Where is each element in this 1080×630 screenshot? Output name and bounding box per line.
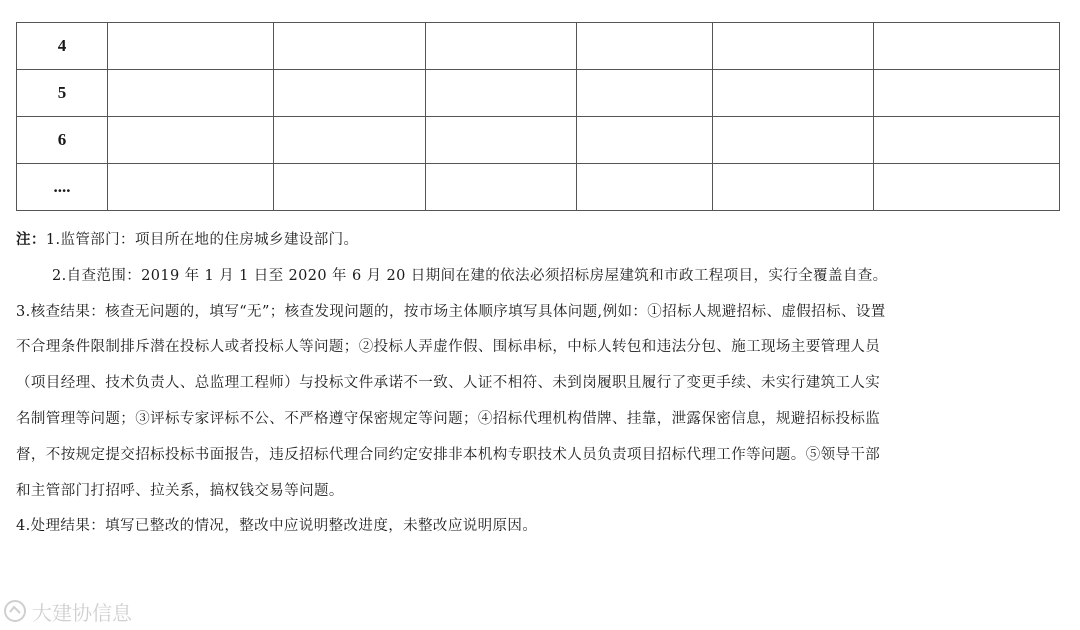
table-cell[interactable]	[577, 70, 713, 117]
note-label: 注：	[16, 231, 46, 248]
note-4: 4.处理结果：填写已整改的情况，整改中应说明整改进度，未整改应说明原因。	[16, 518, 538, 535]
table-cell[interactable]	[713, 70, 874, 117]
table-cell[interactable]	[274, 70, 426, 117]
table-cell[interactable]	[874, 70, 1060, 117]
table-cell[interactable]	[577, 164, 713, 211]
notes-section	[16, 222, 1061, 545]
table-cell[interactable]	[274, 23, 426, 70]
note-3-line: 督，不按规定提交招标投标书面报告，违反招标代理合同约定安排非本机构专职技术人员负责项目招标代理工作等问题。⑤领导干部	[16, 446, 881, 463]
note-3-line: 不合理条件限制排斥潜在投标人或者投标人等问题；②投标人弄虚作假、围标串标，中标人转包和违法分包、施工现场主要管理人员	[16, 339, 881, 356]
table-cell[interactable]	[713, 164, 874, 211]
note-1-text: 1.监管部门：项目所在地的住房城乡建设部门。	[45, 232, 359, 248]
row-number: ....	[17, 164, 108, 211]
row-number: 4	[17, 23, 108, 70]
table-row	[17, 117, 1060, 164]
table-cell[interactable]	[274, 117, 426, 164]
row-number: 6	[17, 117, 108, 164]
table-cell[interactable]	[874, 117, 1060, 164]
note-3-line: 名制管理等问题；③评标专家评标不公、不严格遵守保密规定等问题；④招标代理机构借牌、挂靠，泄露保密信息，规避招标投标监	[16, 410, 881, 427]
table-cell[interactable]	[426, 23, 577, 70]
note-2: 2.自查范围：2019 年 1 月 1 日至 2020 年 6 月 20 日期间在建的依法必须招标房屋建筑和市政工程项目，实行全覆盖自查。	[52, 267, 888, 284]
table-cell[interactable]	[426, 117, 577, 164]
table-cell[interactable]	[874, 23, 1060, 70]
note-3-line: 和主管部门打招呼、拉关系，搞权钱交易等问题。	[16, 482, 344, 499]
table-row	[17, 23, 1060, 70]
table-cell[interactable]	[713, 23, 874, 70]
row-number: 5	[17, 70, 108, 117]
form-table	[16, 22, 1060, 211]
logo-icon	[2, 598, 28, 624]
note-3-line: 3.核查结果：核查无问题的，填写“无”；核查发现问题的，按市场主体顺序填写具体问题,例如：①招标人规避招标、虚假招标、设置	[16, 303, 886, 320]
table-cell[interactable]	[577, 117, 713, 164]
table-cell[interactable]	[274, 164, 426, 211]
note-1	[16, 222, 1061, 259]
table-cell[interactable]	[713, 117, 874, 164]
table-cell[interactable]	[108, 117, 274, 164]
table-cell[interactable]	[108, 23, 274, 70]
table-row	[17, 70, 1060, 117]
watermark	[2, 596, 132, 626]
watermark-text: 大建协信息	[32, 600, 132, 625]
table-cell[interactable]	[874, 164, 1060, 211]
table-cell[interactable]	[577, 23, 713, 70]
table-cell[interactable]	[108, 70, 274, 117]
table-cell[interactable]	[108, 164, 274, 211]
table-cell[interactable]	[426, 70, 577, 117]
table-row	[17, 164, 1060, 211]
note-3-line: （项目经理、技术负责人、总监理工程师）与投标文件承诺不一致、人证不相符、未到岗履职且履行了变更手续、未实行建筑工人实	[16, 375, 881, 392]
table-cell[interactable]	[426, 164, 577, 211]
